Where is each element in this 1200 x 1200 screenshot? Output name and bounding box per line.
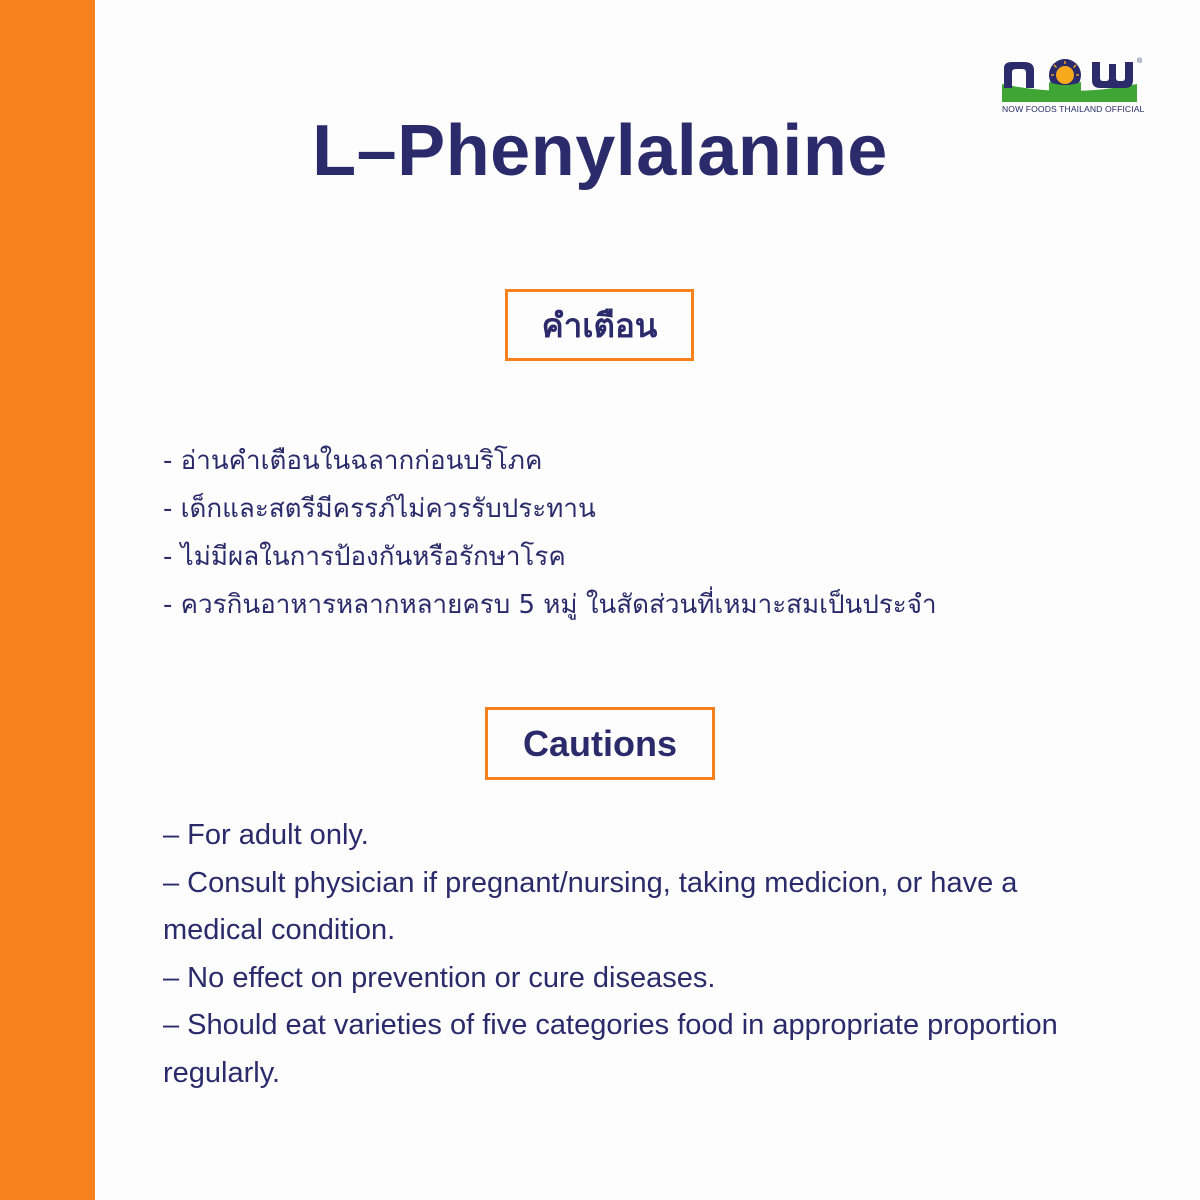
english-cautions-heading: Cautions <box>485 707 715 780</box>
thai-cautions-list <box>163 437 937 629</box>
english-cautions-list <box>163 812 1123 1097</box>
list-item: - เด็กและสตรีมีครรภ์ไม่ควรรับประทาน <box>163 494 596 524</box>
list-item: – No effect on prevention or cure diseases. <box>163 961 716 994</box>
thai-cautions-heading: คำเตือน <box>505 289 694 361</box>
list-item: - ควรกินอาหารหลากหลายครบ 5 หมู่ ในสัดส่วนที่เหมาะสมเป็นประจำ <box>163 590 937 620</box>
registered-mark: ® <box>1137 58 1143 65</box>
page-title: L–Phenylalanine <box>312 111 888 191</box>
logo-subtitle: NOW FOODS THAILAND OFFICIAL <box>1002 104 1145 114</box>
list-item: – For adult only. <box>163 819 369 851</box>
now-logo-mark <box>1002 58 1137 102</box>
list-item: – Should eat varieties of five categories food in appropriate proportion regularly. <box>163 1009 1058 1089</box>
list-item: – Consult physician if pregnant/nursing, taking medicion, or have a medical condition. <box>163 866 1018 946</box>
list-item: - ไม่มีผลในการป้องกันหรือรักษาโรค <box>163 542 566 572</box>
list-item: - อ่านคำเตือนในฉลากก่อนบริโภค <box>163 446 543 476</box>
now-foods-logo <box>1002 58 1145 118</box>
